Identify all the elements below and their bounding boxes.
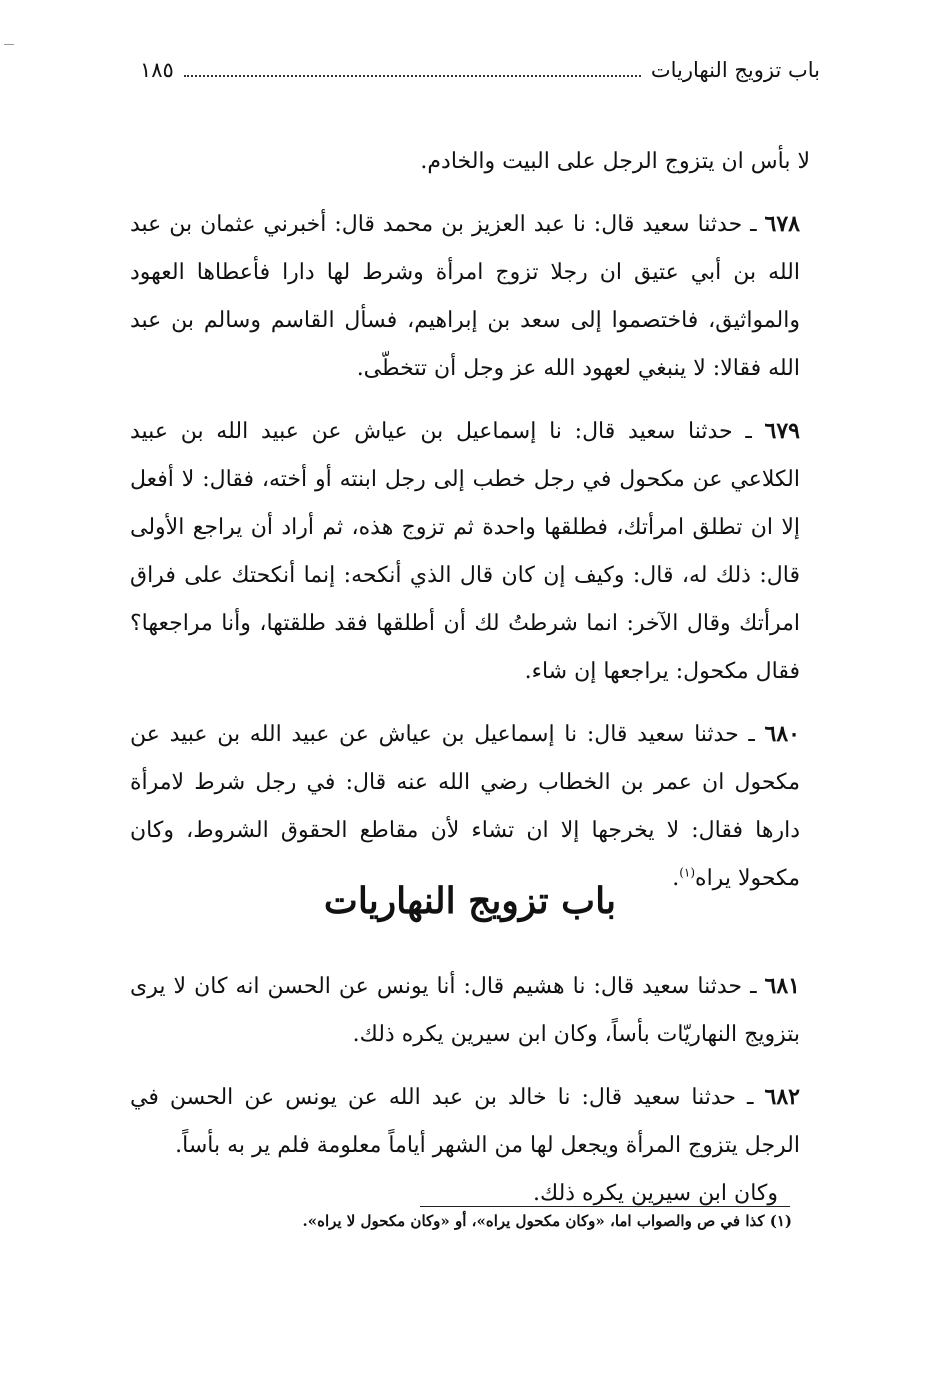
paragraph-679 (130, 407, 810, 696)
section-heading: باب تزويج النهاريات (323, 880, 617, 922)
running-head-leader-dots (184, 75, 641, 77)
paragraph-text: ـ حدثنا سعيد قال: نا إسماعيل بن عياش عن عبيد الله بن عبيد عن مكحول ان عمر بن الخطاب رضي الله عنه قال: في رجل شرط لامرأة دارها فقال: لا يخرجها إلا ان تشاء لأن مقاطع الحقوق الشروط، وكان مكحولا يراه (130, 722, 800, 891)
paragraph-682-continuation: وكان ابن سيرين يكره ذلك. (533, 1181, 778, 1206)
paragraph-number: ٦٧٨ (764, 211, 800, 237)
paragraph-678 (130, 200, 810, 393)
paragraph-number: ٦٨٠ (764, 721, 800, 747)
main-text-block (130, 138, 810, 917)
paragraph-680: ٦٨٠ ـ حدثنا سعيد قال: نا إسماعيل بن عياش عن عبيد الله بن عبيد عن مكحول ان عمر بن الخطاب رضي الله عنه قال: في رجل شرط لامرأة دارها فقال: لا يخرجها إلا ان تشاء لأن مقاطع الحقوق الشروط، وكان مكحولا يراه$^{(١)}$. (130, 721, 800, 891)
page-number: ١٨٥ (140, 58, 174, 82)
paragraph-number: ٦٨٢ (764, 1084, 800, 1110)
paragraph-number: ٦٨١ (764, 973, 800, 999)
footnote-marker: (١) (679, 865, 696, 880)
running-head-title: باب تزويج النهاريات (650, 58, 820, 82)
paragraph-number: ٦٧٩ (764, 418, 800, 444)
paragraph-text: ـ حدثنا سعيد قال: نا هشيم قال: أنا يونس عن الحسن انه كان لا يرى بتزويج النهاريّات بأساً، وكان ابن سيرين يكره ذلك. (130, 974, 800, 1047)
paragraph-text: ـ حدثنا سعيد قال: نا عبد العزيز بن محمد قال: أخبرني عثمان بن عبد الله بن أبي عتيق ان رجلا تزوج امرأة وشرط لها دارا فأعطاها العهود والمواثيق، فاختصموا إلى سعد بن إبراهيم، فسأل القاسم وسالم بن عبد الله فقالا: لا ينبغي لعهود الله عز وجل أن تتخطّى. (130, 212, 801, 381)
section-text-block (130, 962, 810, 1232)
paragraph-text: ـ حدثنا سعيد قال: نا خالد بن عبد الله عن يونس عن الحسن في الرجل يتزوج المرأة ويجعل لها من الشهر أياماً معلومة فلم ير به بأساً. (130, 1085, 800, 1158)
margin-mark (4, 44, 14, 45)
footnote-rule (420, 1206, 790, 1207)
paragraph-intro: لا بأس ان يتزوج الرجل على البيت والخادم. (420, 149, 810, 174)
paragraph-681 (130, 962, 810, 1059)
footnote: (١) كذا في ص والصواب اما، «وكان مكحول يراه»، أو «وكان مكحول لا يراه». (302, 1212, 792, 1230)
running-head (140, 52, 820, 88)
paragraph-682 (130, 1073, 810, 1170)
paragraph-text: ـ حدثنا سعيد قال: نا إسماعيل بن عياش عن عبيد الله بن عبيد الكلاعي عن مكحول في رجل خطب إلى رجل ابنته أو أخته، فقال: لا أفعل إلا ان تطلق امرأتك، فطلقها واحدة ثم تزوج هذه، ثم أراد أن يراجع الأولى قال: ذلك له، قال: وكيف إن كان قال الذي أنكحه: إنما أنكحتك على فراق امرأتك وقال الآخر: انما شرطتُ لك أن أطلقها فقد طلقتها، وأنا مراجعها؟ فقال مكحول: يراجعها إن شاء. (130, 419, 800, 684)
